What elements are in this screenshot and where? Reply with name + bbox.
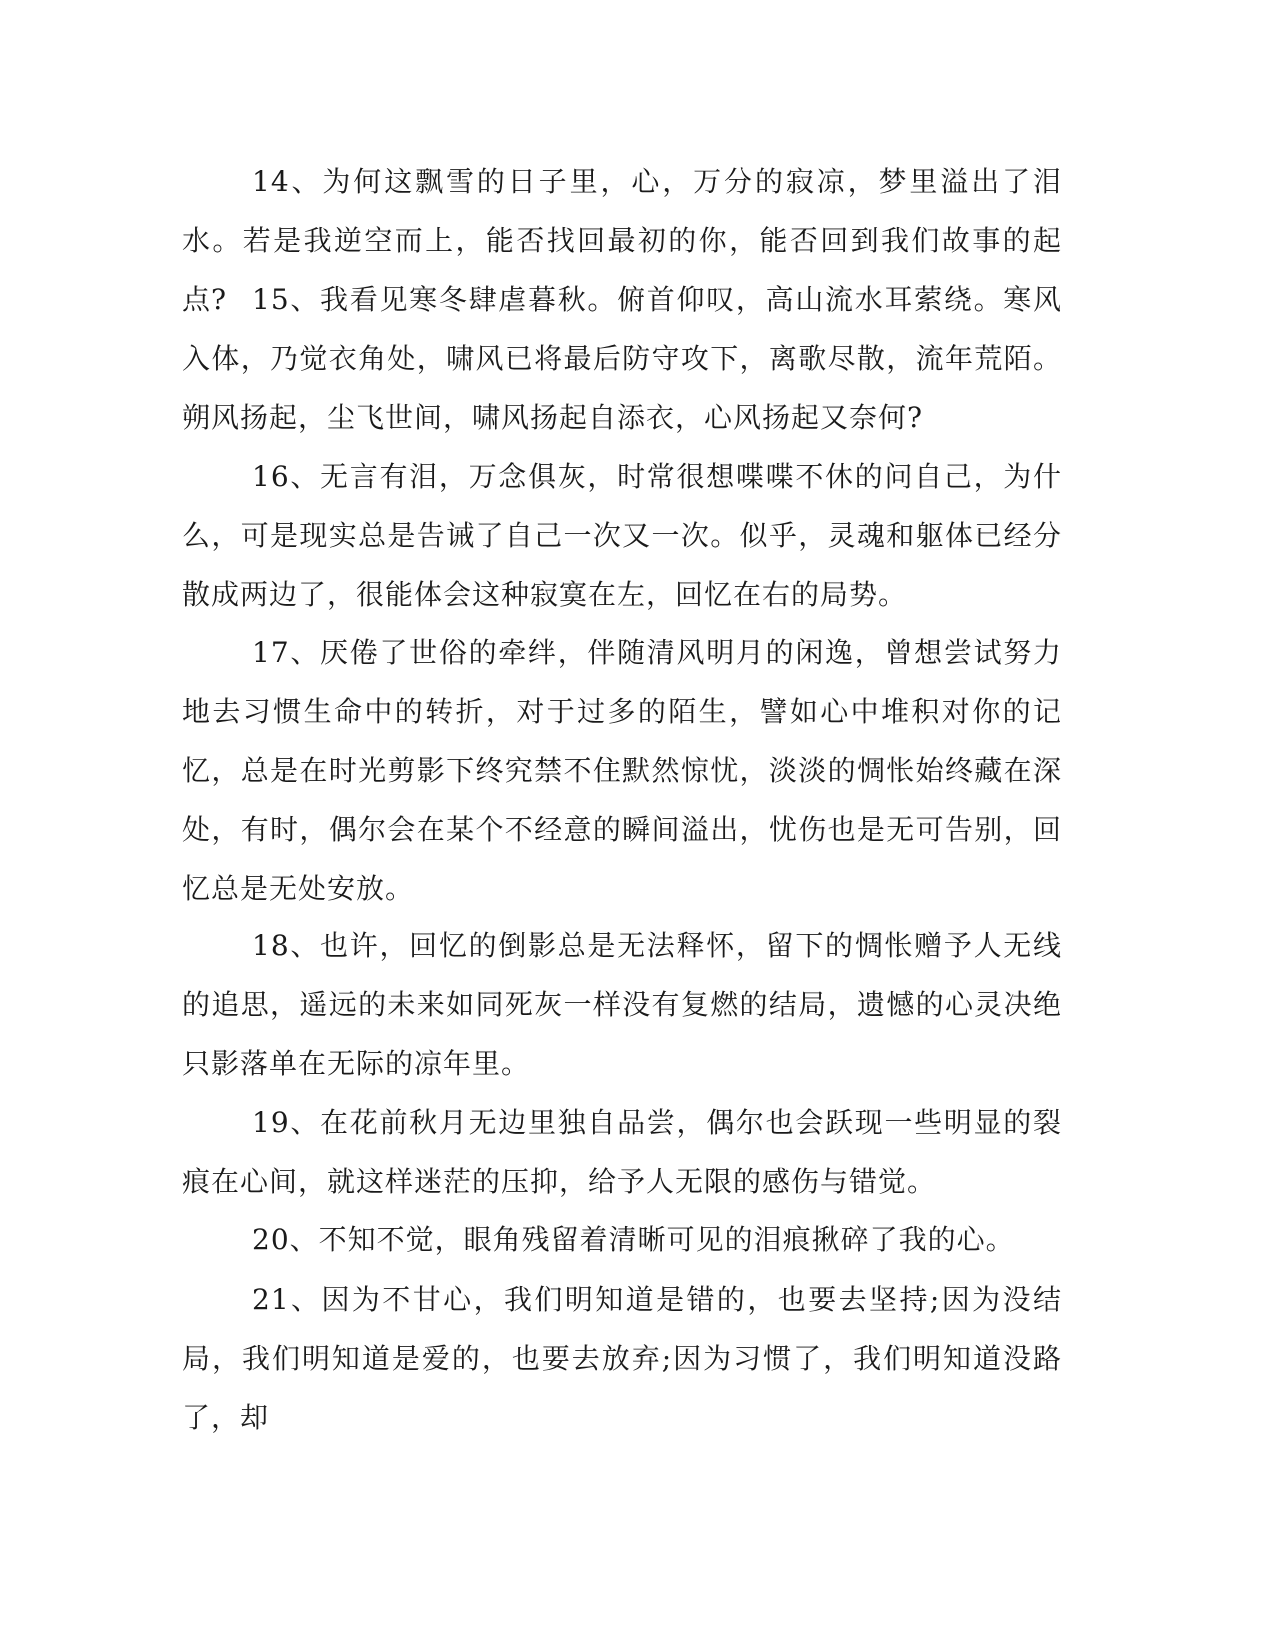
paragraph-20: 20、不知不觉，眼角残留着清晰可见的泪痕揪碎了我的心。 <box>252 1223 1015 1256</box>
paragraph-19: 19、在花前秋月无边里独自品尝，偶尔也会跃现一些明显的裂痕在心间，就这样迷茫的压抑，给予人无限的感伤与错觉。 <box>182 1106 1062 1198</box>
paragraph-21: 21、因为不甘心，我们明知道是错的，也要去坚持;因为没结局，我们明知道是爱的，也要去放弃;因为习惯了，我们明知道没路了，却 <box>182 1283 1062 1434</box>
paragraph-15: 15、我看见寒冬肆虐暮秋。俯首仰叹，高山流水耳萦绕。寒风入体，乃觉衣角处，啸风已将最后防守攻下，离歌尽散，流年荒陌。朔风扬起，尘飞世间，啸风扬起自添衣，心风扬起又奈何? <box>182 283 1062 434</box>
paragraph-18: 18、也许，回忆的倒影总是无法释怀，留下的惆怅赠予人无线的追思，遥远的未来如同死灰一样没有复燃的结局，遗憾的心灵决绝只影落单在无际的凉年里。 <box>182 929 1062 1080</box>
paragraph-17: 17、厌倦了世俗的牵绊，伴随清风明月的闲逸，曾想尝试努力地去习惯生命中的转折，对于过多的陌生，譬如心中堆积对你的记忆，总是在时光剪影下终究禁不住默然惊忧，淡淡的惆怅始终藏在深处，有时，偶尔会在某个不经意的瞬间溢出，忧伤也是无可告别，回忆总是无处安放。 <box>182 636 1062 905</box>
paragraph-16: 16、无言有泪，万念俱灰，时常很想喋喋不休的问自己，为什么，可是现实总是告诫了自己一次又一次。似乎，灵魂和躯体已经分散成两边了，很能体会这种寂寞在左，回忆在右的局势。 <box>182 460 1062 611</box>
paragraph-14: 14、为何这飘雪的日子里，心，万分的寂凉，梦里溢出了泪水。若是我逆空而上，能否找回最初的你，能否回到我们故事的起点? <box>182 165 1062 316</box>
